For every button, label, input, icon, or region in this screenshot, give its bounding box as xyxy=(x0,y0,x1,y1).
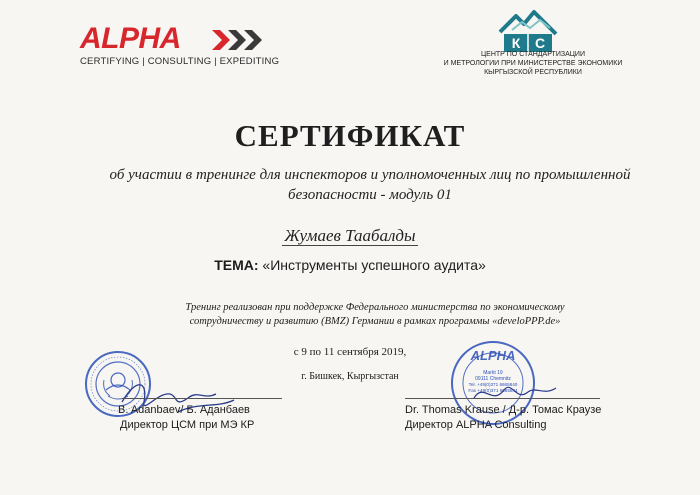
ks-caption-line: ЦЕНТР ПО СТАНДАРТИЗАЦИИ xyxy=(480,51,585,58)
ks-letter-k: К xyxy=(511,35,521,51)
alpha-logo-tagline: CERTIFYING | CONSULTING | EXPEDITING xyxy=(80,56,280,67)
certificate-subtitle: об участии в тренинге для инспекторов и уполномоченных лиц по промышленной безопасности - модуль 01 xyxy=(109,167,631,203)
ks-letter-s: С xyxy=(534,35,546,51)
topic-text: «Инструменты успешного аудита» xyxy=(262,257,486,273)
stamp-line: Tel. +49(0)371 6665840 xyxy=(468,382,518,387)
training-dates: с 9 по 11 сентября 2019, xyxy=(293,346,407,358)
chevron-right-icon xyxy=(212,28,268,52)
ks-caption-line: КЫРГЫЗСКОЙ РЕСПУБЛИКИ xyxy=(484,69,582,76)
right-signature-line xyxy=(405,398,600,399)
right-signatory-name: Dr. Thomas Krause / Д-р. Томас Краузе xyxy=(405,404,602,416)
stamp-brand: ALPHA xyxy=(470,348,516,363)
ks-logo-caption xyxy=(438,50,628,77)
alpha-logo-wordmark: ALPHA xyxy=(80,22,181,55)
recipient-name: Жумаев Таабалды xyxy=(284,226,416,245)
topic-label: ТЕМА: xyxy=(214,257,259,273)
stamp-line: Markt 19 xyxy=(483,370,503,376)
mountain-logo-icon xyxy=(498,8,558,54)
stamp-line: 09111 Chemnitz xyxy=(475,376,511,382)
left-signature-line xyxy=(122,398,282,399)
certificate-title: СЕРТИФИКАТ xyxy=(234,118,466,153)
left-signatory-role: Директор ЦСМ при МЭ КР xyxy=(120,419,255,431)
alpha-logo xyxy=(80,22,280,72)
ks-caption-line: И МЕТРОЛОГИИ ПРИ МИНИСТЕРСТВЕ ЭКОНОМИКИ xyxy=(443,60,623,67)
stamp-line: Fax +49(0)371 6665844 xyxy=(468,388,518,393)
topic-line xyxy=(0,257,700,273)
support-note: Тренинг реализован при поддержке Федерального министерства по экономическому сотрудничеству и развитию (BMZ) Германии в рамках программы «develoPPP.de» xyxy=(185,302,565,327)
training-place: г. Бишкек, Кыргызстан xyxy=(301,371,399,382)
recipient-name-row xyxy=(0,226,700,246)
right-signatory-role: Директор ALPHA Consulting xyxy=(405,419,547,431)
left-signatory-name: B. Adanbaev/ Б. Аданбаев xyxy=(118,404,250,416)
